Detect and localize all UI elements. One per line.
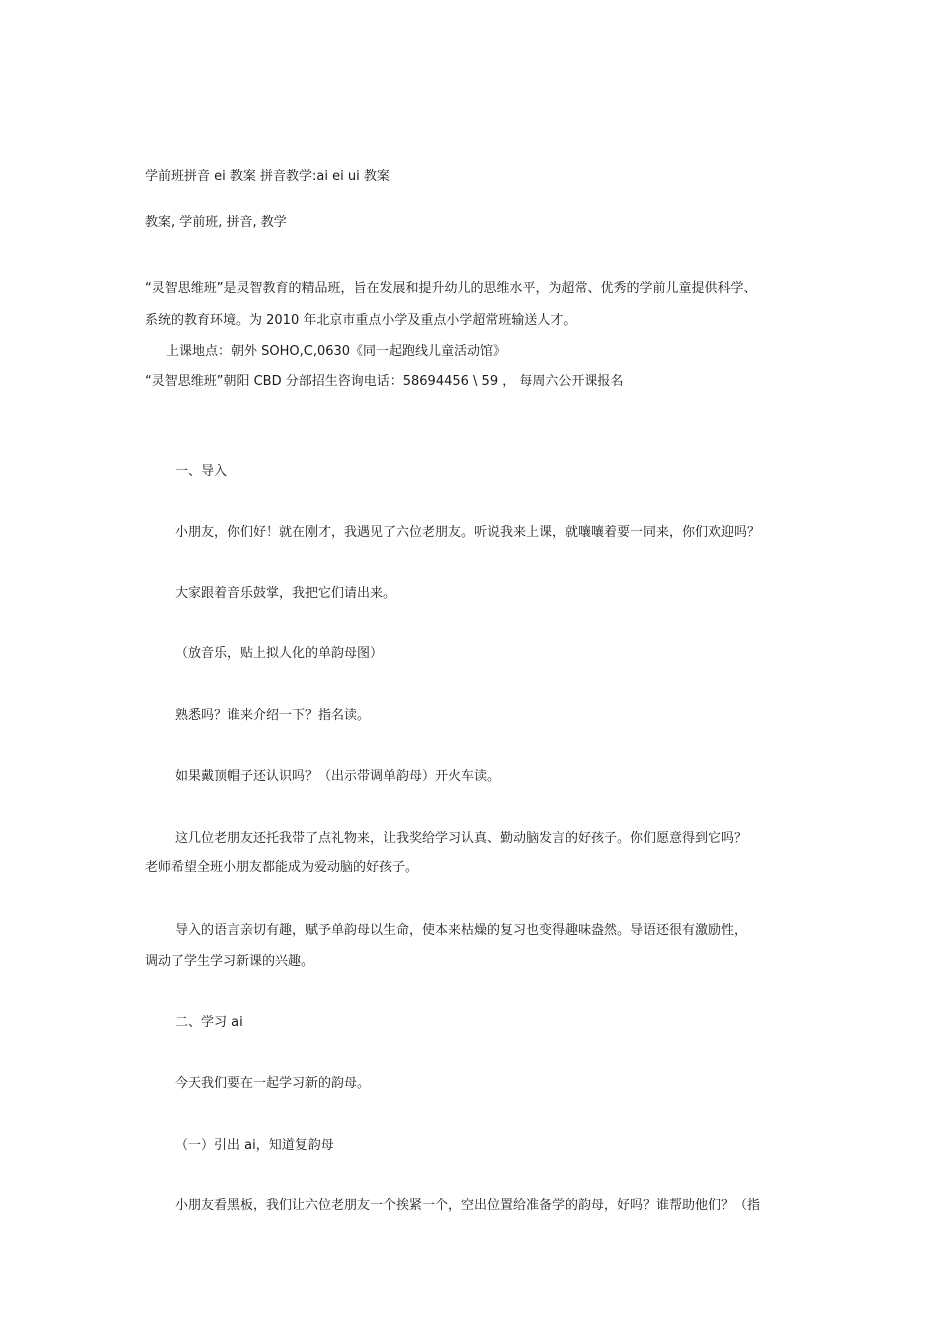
document-title: 学前班拼音 ei 教案 拼音教学:ai ei ui 教案 xyxy=(145,169,390,184)
paragraph: 如果戴顶帽子还认识吗？（出示带调单韵母）开火车读。 xyxy=(175,769,501,784)
paragraph: 大家跟着音乐鼓掌，我把它们请出来。 xyxy=(175,586,397,601)
document-keywords: 教案, 学前班, 拼音, 教学 xyxy=(145,215,287,230)
class-address: 上课地点：朝外 SOHO,C,0630《同一起跑线儿童活动馆》 xyxy=(166,344,507,359)
subsection-heading: （一）引出 ai，知道复韵母 xyxy=(175,1138,334,1153)
paragraph: 今天我们要在一起学习新的韵母。 xyxy=(175,1076,371,1091)
paragraph-line: 导入的语言亲切有趣，赋予单韵母以生命，使本来枯燥的复习也变得趣味盎然。导语还很有激励性， xyxy=(175,923,748,938)
paragraph: 小朋友看黑板，我们让六位老朋友一个挨紧一个，空出位置给准备学的韵母，好吗？谁帮助他们？（指 xyxy=(175,1198,761,1213)
paragraph: 熟悉吗？谁来介绍一下？指名读。 xyxy=(175,708,371,723)
intro-line-1: “灵智思维班”是灵智教育的精品班，旨在发展和提升幼儿的思维水平，为超常、优秀的学前儿童提供科学、 xyxy=(145,281,757,296)
enrollment-phone: “灵智思维班”朝阳 CBD 分部招生咨询电话：58694456 \ 59 ， 每周六公开课报名 xyxy=(145,374,624,389)
section-heading-intro: 一、导入 xyxy=(175,464,228,479)
section-heading-learn-ai: 二、学习 ai xyxy=(175,1015,243,1030)
paragraph-line: 老师希望全班小朋友都能成为爱动脑的好孩子。 xyxy=(145,860,419,875)
paragraph-line: 这几位老朋友还托我带了点礼物来，让我奖给学习认真、勤动脑发言的好孩子。你们愿意得到它吗？ xyxy=(175,831,748,846)
paragraph-line: 调动了学生学习新课的兴趣。 xyxy=(145,954,315,969)
paragraph: 小朋友，你们好！就在刚才，我遇见了六位老朋友。听说我来上课，就嚷嚷着要一同来，你们欢迎吗？ xyxy=(175,525,761,540)
intro-line-2: 系统的教育环境。为 2010 年北京市重点小学及重点小学超常班输送人才。 xyxy=(145,313,577,328)
paragraph: （放音乐，贴上拟人化的单韵母图） xyxy=(175,646,384,661)
